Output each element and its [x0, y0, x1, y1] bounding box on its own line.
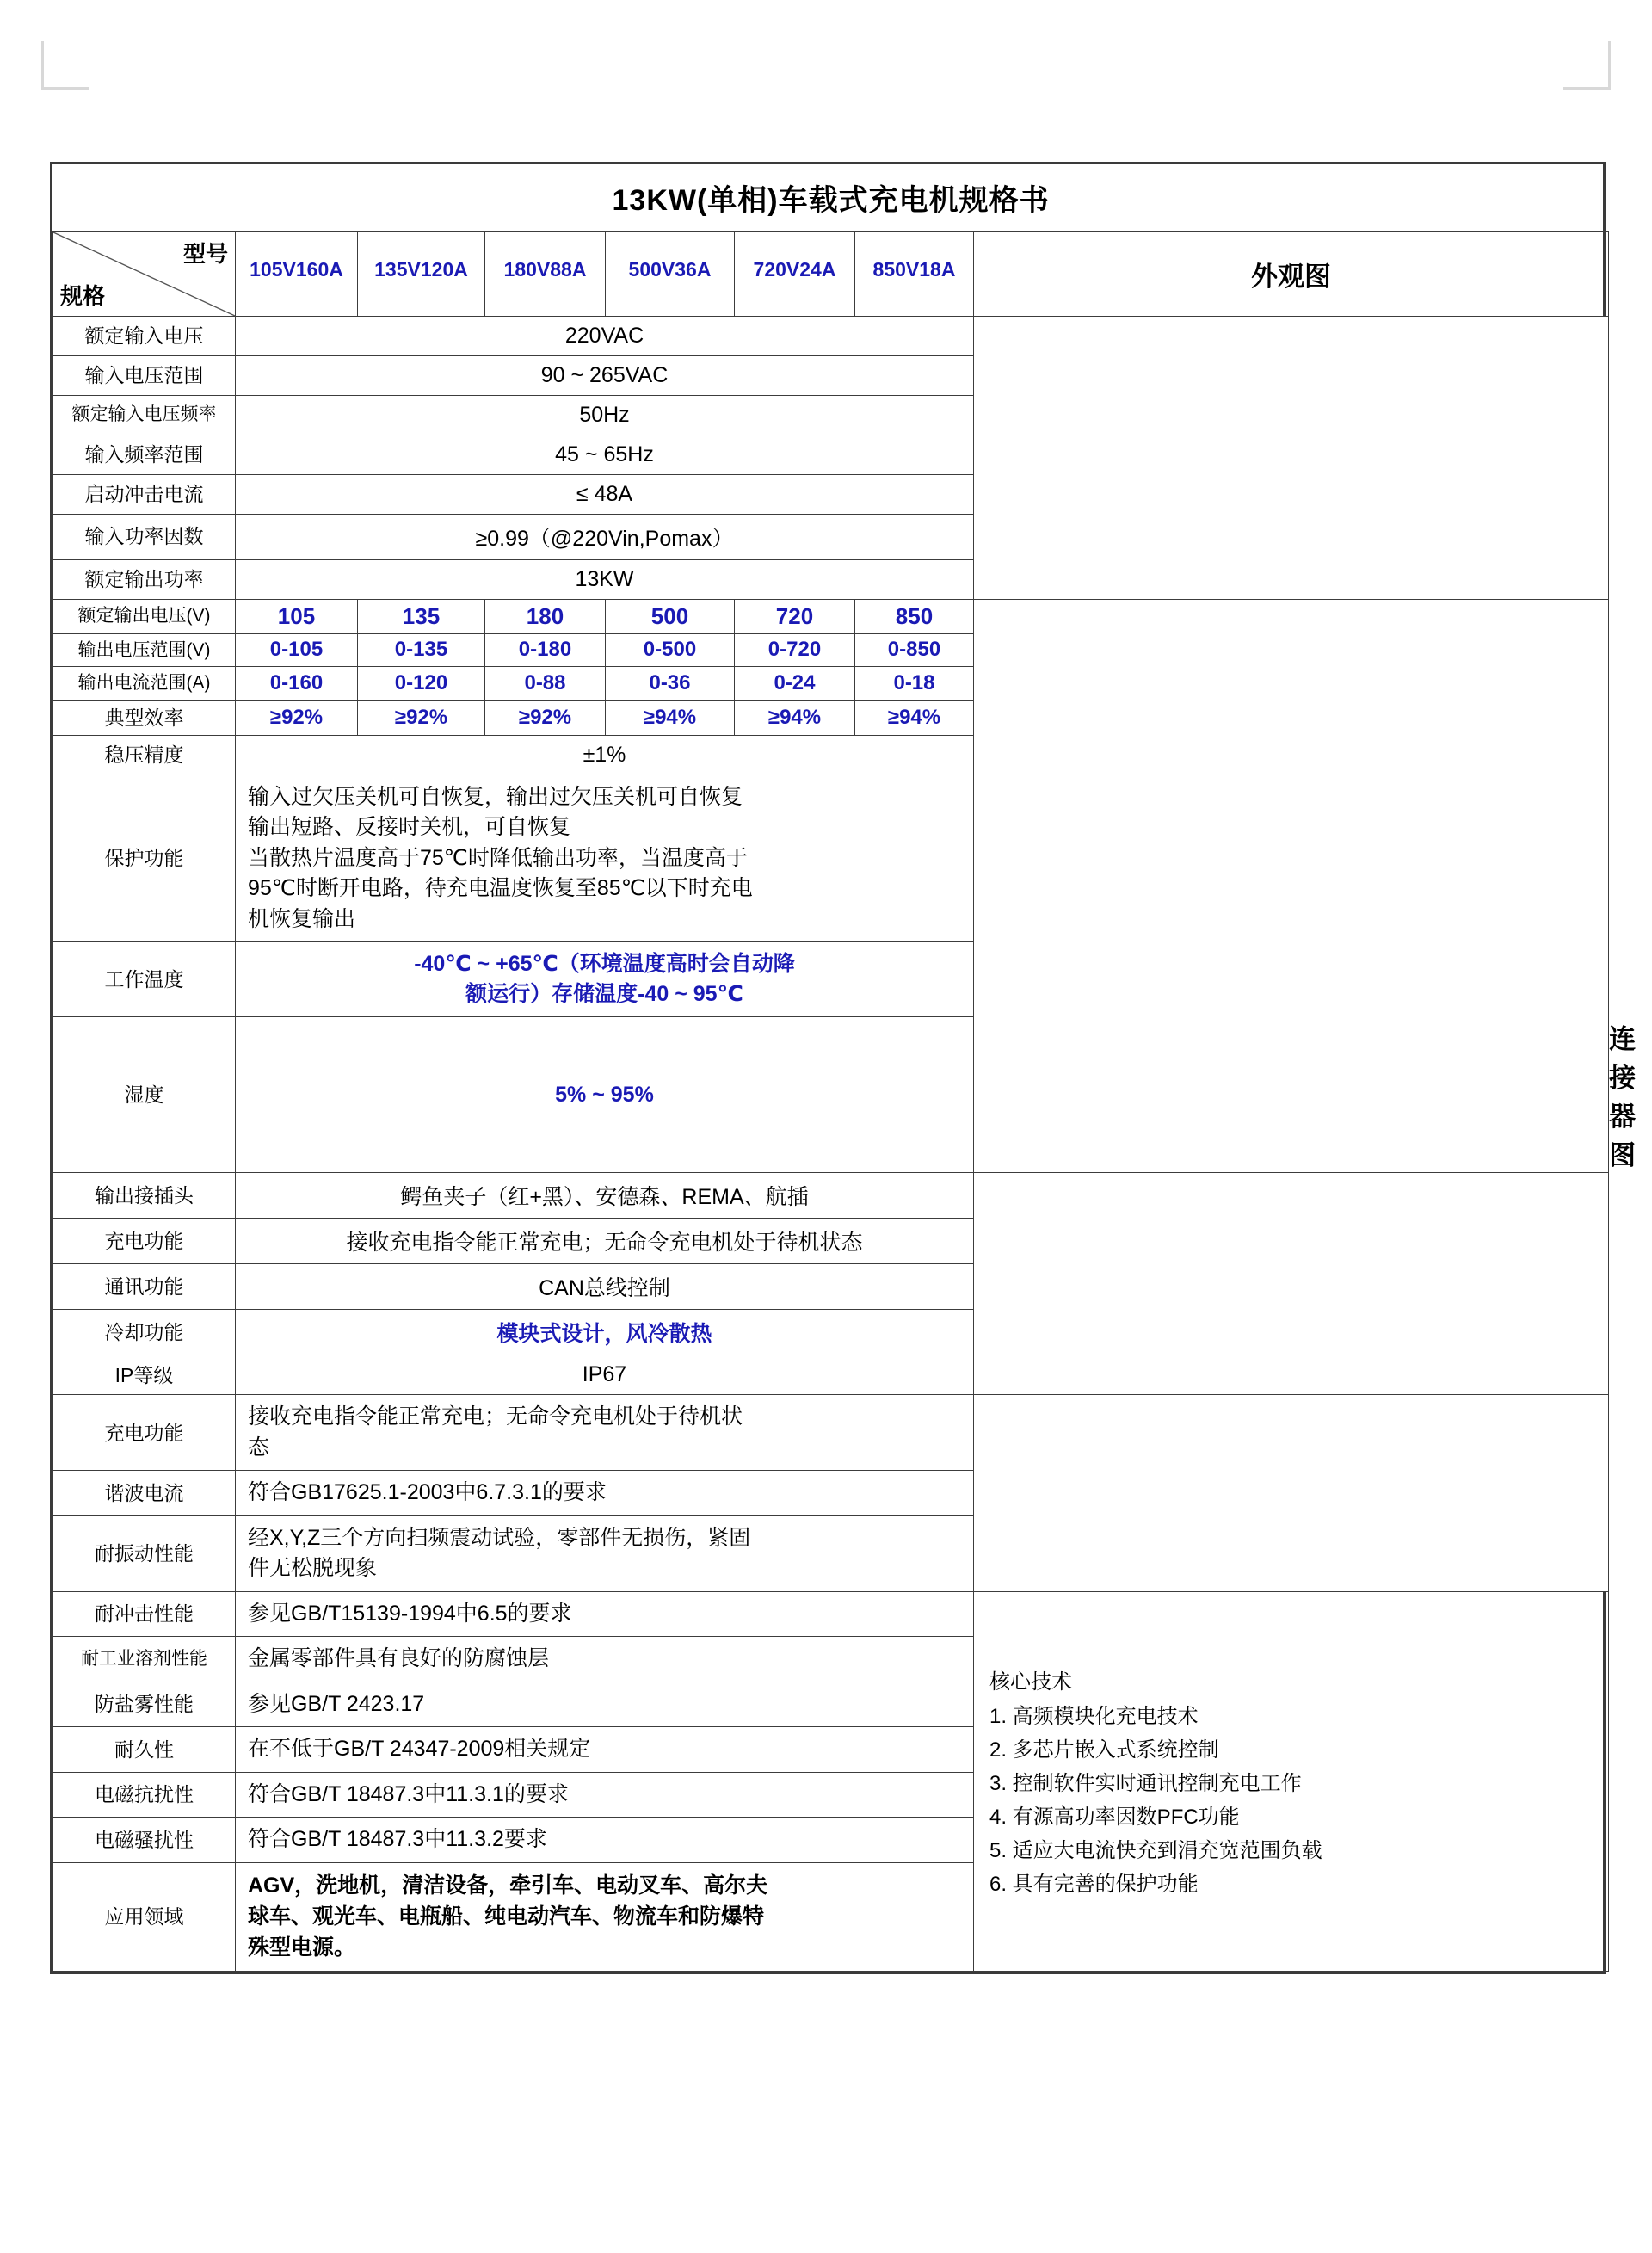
- row-label: 充电功能: [53, 1395, 236, 1471]
- cell-value: 500: [606, 599, 735, 633]
- row-label: 工作温度: [53, 942, 236, 1017]
- row-label: 典型效率: [53, 700, 236, 735]
- cell-value: 135: [358, 599, 485, 633]
- row-value: 鳄鱼夹子（红+黑）、安德森、REMA、航插: [236, 1173, 974, 1219]
- cell-value: 0-105: [236, 633, 358, 667]
- row-label: 电磁骚扰性: [53, 1818, 236, 1863]
- row-label: 耐工业溶剂性能: [53, 1637, 236, 1682]
- row-label: 通讯功能: [53, 1264, 236, 1310]
- model-label: 型号: [182, 240, 228, 267]
- row-label: 额定输出电压(V): [53, 599, 236, 633]
- cell-value: 0-18: [855, 667, 974, 701]
- row-value: 参见GB/T15139-1994中6.5的要求: [236, 1591, 974, 1637]
- row-value: 接收充电指令能正常充电；无命令充电机处于待机状态: [236, 1219, 974, 1264]
- plug-connector-images-pane: [974, 1395, 1609, 1592]
- row-label: 启动冲击电流: [53, 474, 236, 514]
- core-technology-item: 2. 多芯片嵌入式系统控制: [989, 1738, 1219, 1762]
- title-row: [53, 164, 1609, 231]
- product-render-pane: [974, 316, 1609, 599]
- cell-value: 0-88: [485, 667, 606, 701]
- row-value: 金属零部件具有良好的防腐蚀层: [236, 1637, 974, 1682]
- cell-value: ≥94%: [606, 700, 735, 735]
- table-row: [53, 599, 1609, 633]
- table-row: [53, 1591, 1609, 1637]
- cell-value: 0-120: [358, 667, 485, 701]
- row-value: 符合GB/T 18487.3中11.3.1的要求: [236, 1772, 974, 1818]
- crop-mark-top-left: [41, 41, 89, 90]
- row-label: 保护功能: [53, 775, 236, 942]
- crop-mark-top-right: [1563, 41, 1611, 90]
- cell-value: ≥92%: [236, 700, 358, 735]
- cell-value: 0-500: [606, 633, 735, 667]
- protection-value: [236, 775, 974, 942]
- spec-sheet: [50, 162, 1637, 1974]
- cell-value: ≥92%: [358, 700, 485, 735]
- cell-value: 0-720: [735, 633, 855, 667]
- row-label: 输出电流范围(A): [53, 667, 236, 701]
- core-technology-item: 4. 有源高功率因数PFC功能: [989, 1805, 1240, 1830]
- core-technology-item: 3. 控制软件实时通讯控制充电工作: [989, 1772, 1302, 1796]
- row-label: 稳压精度: [53, 735, 236, 775]
- temperature-line: -40℃ ~ +65℃（环境温度高时会自动降: [414, 952, 795, 977]
- row-value: 参见GB/T 2423.17: [236, 1682, 974, 1727]
- row-label: 输入功率因数: [53, 514, 236, 559]
- row-value: 45 ~ 65Hz: [236, 435, 974, 474]
- row-label: 耐久性: [53, 1727, 236, 1773]
- cell-value: 720: [735, 599, 855, 633]
- model-column-3: 500V36A: [606, 231, 735, 316]
- connector-images-pane: [974, 1173, 1609, 1395]
- core-technology-item: 6. 具有完善的保护功能: [989, 1872, 1199, 1896]
- cell-value: 105: [236, 599, 358, 633]
- application-line: 球车、观光车、电瓶船、纯电动汽车、物流车和防爆特: [248, 1904, 765, 1929]
- row-label: 输入频率范围: [53, 435, 236, 474]
- row-value: 220VAC: [236, 316, 974, 355]
- row-label: 冷却功能: [53, 1310, 236, 1355]
- protection-line: 当散热片温度高于75℃时降低输出功率，当温度高于: [248, 845, 748, 870]
- core-technology-pane: [974, 1591, 1609, 1971]
- model-column-2: 180V88A: [485, 231, 606, 316]
- row-value-line: 态: [248, 1435, 270, 1460]
- row-value-line: 经X,Y,Z三个方向扫频震动试验，零部件无损伤，紧固: [248, 1525, 751, 1550]
- row-label: 耐振动性能: [53, 1515, 236, 1591]
- cell-value: 0-24: [735, 667, 855, 701]
- row-label: 防盐雾性能: [53, 1682, 236, 1727]
- core-technology-item: 1. 高频模块化充电技术: [989, 1705, 1199, 1729]
- protection-line: 输出短路、反接时关机，可自恢复: [248, 815, 571, 840]
- row-value: ±1%: [236, 735, 974, 775]
- temperature-line: 额运行）存储温度-40 ~ 95℃: [465, 982, 743, 1007]
- table-row: [53, 316, 1609, 355]
- spec-model-diagonal-header: [53, 231, 236, 316]
- row-value: ≥0.99（@220Vin,Pomax）: [236, 514, 974, 559]
- row-label: 湿度: [53, 1017, 236, 1173]
- row-value: IP67: [236, 1355, 974, 1395]
- table-row: [53, 1173, 1609, 1219]
- model-column-0: 105V160A: [236, 231, 358, 316]
- row-label: 输出电压范围(V): [53, 633, 236, 667]
- row-value: 50Hz: [236, 395, 974, 435]
- model-column-1: 135V120A: [358, 231, 485, 316]
- spec-label: 规格: [60, 282, 106, 309]
- row-label: 输出接插头: [53, 1173, 236, 1219]
- row-value: 90 ~ 265VAC: [236, 355, 974, 395]
- protection-line: 机恢复输出: [248, 906, 356, 931]
- protection-line: 输入过欠压关机可自恢复，输出过欠压关机可自恢复: [248, 784, 743, 809]
- specification-table: [52, 164, 1637, 1972]
- row-label: 额定输入电压: [53, 316, 236, 355]
- temperature-value: [236, 942, 974, 1017]
- row-label: 充电功能: [53, 1219, 236, 1264]
- row-value: ≤ 48A: [236, 474, 974, 514]
- table-row: 湿度 5% ~ 95% 连接器图: [53, 1017, 1609, 1173]
- model-header-row: [53, 231, 1609, 316]
- row-label: 额定输入电压频率: [53, 395, 236, 435]
- cell-value: 0-36: [606, 667, 735, 701]
- core-technology-item: 5. 适应大电流快充到涓充宽范围负载: [989, 1838, 1322, 1862]
- row-value-line: 接收充电指令能正常充电；无命令充电机处于待机状: [248, 1404, 743, 1429]
- cell-value: 0-180: [485, 633, 606, 667]
- cell-value: ≥94%: [735, 700, 855, 735]
- row-label: IP等级: [53, 1355, 236, 1395]
- row-label: 应用领域: [53, 1862, 236, 1971]
- cell-value: 180: [485, 599, 606, 633]
- row-value: 符合GB/T 18487.3中11.3.2要求: [236, 1818, 974, 1863]
- row-value: 模块式设计，风冷散热: [236, 1310, 974, 1355]
- humidity-value: 5% ~ 95%: [236, 1017, 974, 1173]
- cell-value: ≥94%: [855, 700, 974, 735]
- model-column-4: 720V24A: [735, 231, 855, 316]
- protection-line: 95℃时断开电路，待充电温度恢复至85℃以下时充电: [248, 876, 753, 901]
- row-label: 电磁抗扰性: [53, 1772, 236, 1818]
- row-value: [236, 1395, 974, 1471]
- row-value: 13KW: [236, 559, 974, 599]
- row-value-line: 件无松脱现象: [248, 1556, 378, 1581]
- row-value: [236, 1515, 974, 1591]
- table-row: [53, 1395, 1609, 1471]
- cell-value: ≥92%: [485, 700, 606, 735]
- row-label: 额定输出功率: [53, 559, 236, 599]
- cell-value: 850: [855, 599, 974, 633]
- page-title: 13KW(单相)车载式充电机规格书: [53, 164, 1609, 231]
- row-label: 输入电压范围: [53, 355, 236, 395]
- application-value: [236, 1862, 974, 1971]
- model-column-5: 850V18A: [855, 231, 974, 316]
- dimension-drawing-pane: [974, 599, 1609, 1173]
- application-line: AGV，洗地机，清洁设备，牵引车、电动叉车、高尔夫: [248, 1873, 768, 1898]
- row-value: 符合GB17625.1-2003中6.7.3.1的要求: [236, 1471, 974, 1516]
- row-label: 耐冲击性能: [53, 1591, 236, 1637]
- row-label: 谐波电流: [53, 1471, 236, 1516]
- appearance-diagram-header: 外观图: [974, 231, 1609, 316]
- cell-value: 0-135: [358, 633, 485, 667]
- row-value: 在不低于GB/T 24347-2009相关规定: [236, 1727, 974, 1773]
- cell-value: 0-160: [236, 667, 358, 701]
- application-line: 殊型电源。: [248, 1935, 356, 1960]
- core-technology-title: 核心技术: [989, 1670, 1072, 1694]
- cell-value: 0-850: [855, 633, 974, 667]
- row-value: CAN总线控制: [236, 1264, 974, 1310]
